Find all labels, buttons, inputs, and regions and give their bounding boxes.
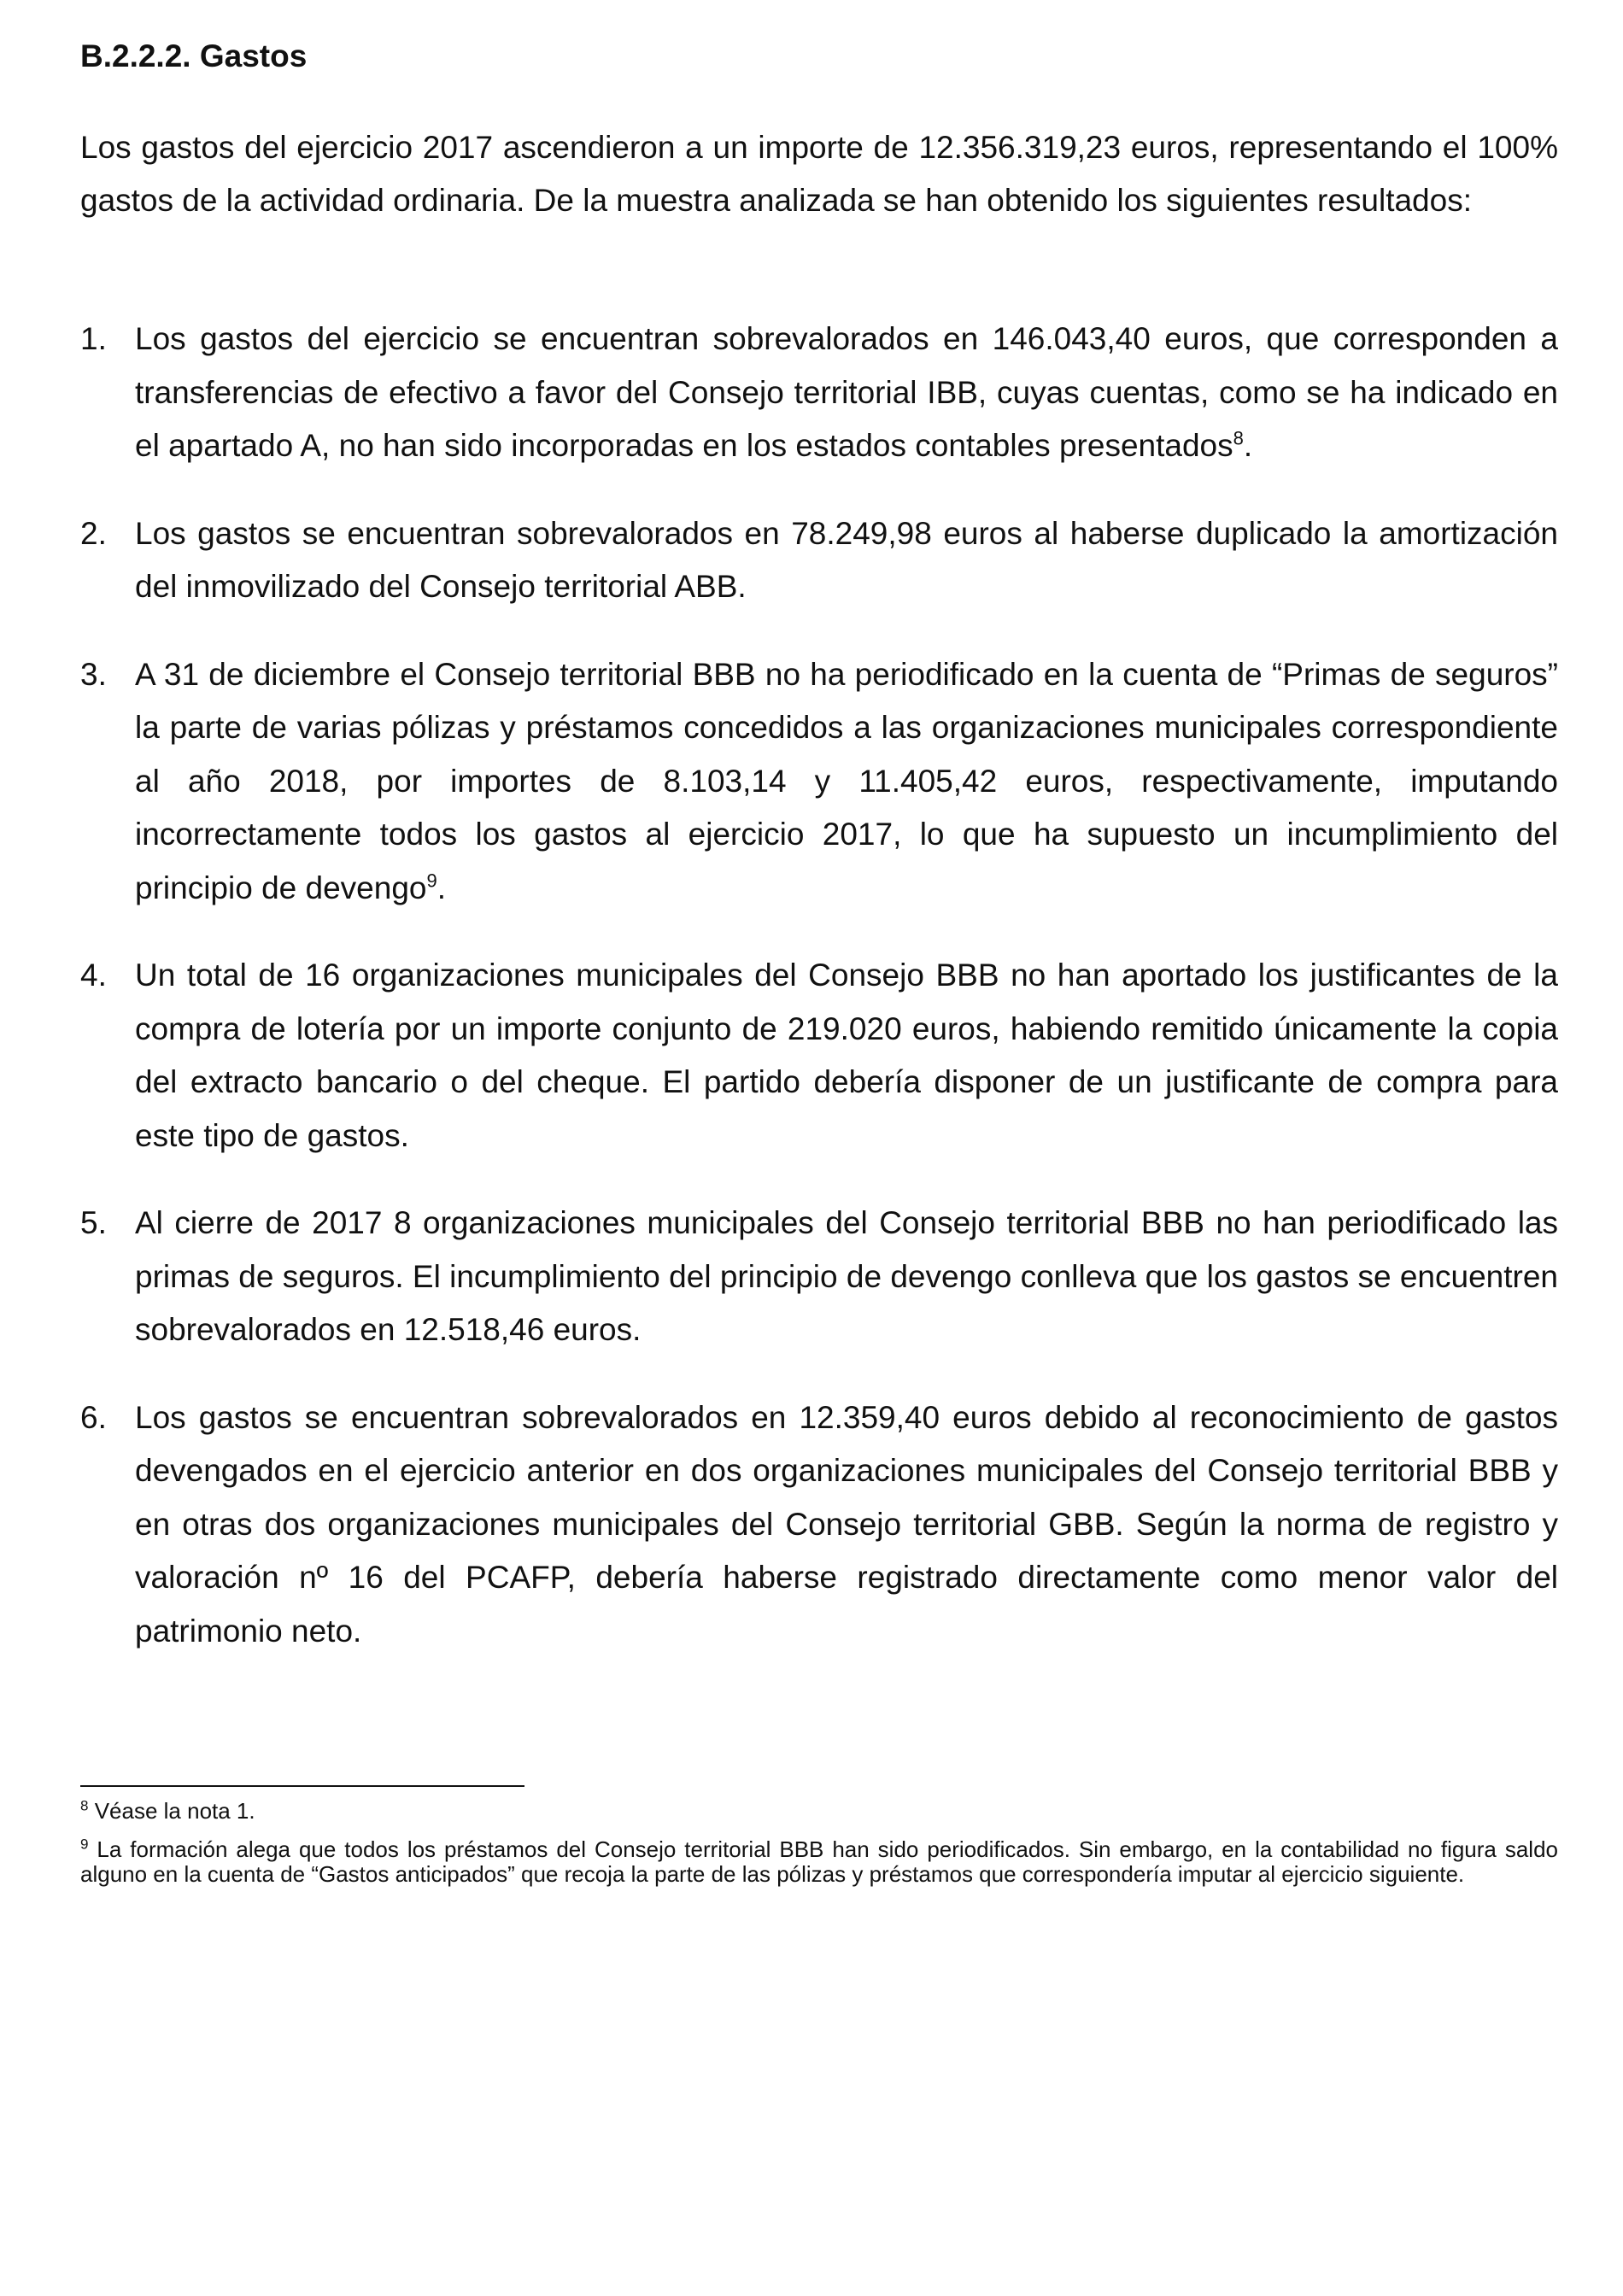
findings-list xyxy=(80,313,1558,1692)
list-item xyxy=(80,648,1558,916)
footnote-separator xyxy=(80,1785,524,1787)
list-item-text: Los gastos se encuentran sobrevalorados en 78.249,98 euros al haberse duplicado la amortización del inmovilizado del Consejo territorial ABB. xyxy=(135,515,1558,604)
list-item-text: Los gastos del ejercicio se encuentran sobrevalorados en 146.043,40 euros, que corresponden a transferencias de efectivo a favor del Consejo territorial IBB, cuyas cuentas, como se ha indicado en el apartado A, no han sido incorporadas en los estados contables presentados xyxy=(135,321,1558,463)
section-heading: B.2.2.2. Gastos xyxy=(80,38,308,73)
footnote-reference: 8 xyxy=(1233,427,1244,449)
list-item-number: 1. xyxy=(80,321,107,356)
footnote-number: 9 xyxy=(80,1836,89,1853)
footnote-reference: 9 xyxy=(426,870,437,892)
footnotes xyxy=(80,1799,1558,1901)
list-item-end: . xyxy=(437,870,447,905)
footnote-text: La formación alega que todos los préstamos del Consejo territorial BBB han sido periodificados. Sin embargo, en la contabilidad no figura saldo alguno en la cuenta de “Gastos anticipados” que recoja la parte de las pólizas y préstamos que correspondería imputar al ejercicio siguiente. xyxy=(80,1836,1558,1887)
list-item xyxy=(80,1197,1558,1357)
footnote-number: 8 xyxy=(80,1797,89,1814)
list-item-number: 6. xyxy=(80,1399,107,1435)
list-item-number: 2. xyxy=(80,515,107,551)
footnote xyxy=(80,1837,1558,1887)
list-item xyxy=(80,507,1558,614)
list-item-text: A 31 de diciembre el Consejo territorial BBB no ha periodificado en la cuenta de “Primas de seguros” la parte de varias pólizas y préstamos concedidos a las organizaciones municipales correspondiente al año 2018, por importes de 8.103,14 y 11.405,42 euros, respectivamente, imputando incorrectamente todos los gastos al ejercicio 2017, lo que ha supuesto un incumplimiento del principio de devengo xyxy=(135,656,1558,905)
list-item-text: Al cierre de 2017 8 organizaciones municipales del Consejo territorial BBB no han periodificado las primas de seguros. El incumplimiento del principio de devengo conlleva que los gastos se encuentren sobrevalorados en 12.518,46 euros. xyxy=(135,1205,1558,1347)
footnote-text: Véase la nota 1. xyxy=(94,1798,255,1824)
list-item xyxy=(80,313,1558,473)
intro-paragraph: Los gastos del ejercicio 2017 ascendieron a un importe de 12.356.319,23 euros, representando el 100% gastos de la actividad ordinaria. De la muestra analizada se han obtenido los siguientes resultados: xyxy=(80,130,1558,218)
list-item-number: 4. xyxy=(80,958,107,993)
list-item-number: 3. xyxy=(80,656,107,692)
list-item-end: . xyxy=(1243,428,1253,463)
list-item xyxy=(80,949,1558,1163)
list-item-text: Un total de 16 organizaciones municipales del Consejo BBB no han aportado los justificantes de la compra de lotería por un importe conjunto de 219.020 euros, habiendo remitido únicamente la copia del extracto bancario o del cheque. El partido debería disponer de un justificante de compra para este tipo de gastos. xyxy=(135,958,1558,1153)
footnote xyxy=(80,1799,1558,1824)
list-item-number: 5. xyxy=(80,1205,107,1240)
list-item xyxy=(80,1391,1558,1659)
list-item-text: Los gastos se encuentran sobrevalorados en 12.359,40 euros debido al reconocimiento de gastos devengados en el ejercicio anterior en dos organizaciones municipales del Consejo territorial BBB y en otras dos organizaciones municipales del Consejo territorial GBB. Según la norma de registro y valoración nº 16 del PCAFP, debería haberse registrado directamente como menor valor del patrimonio neto. xyxy=(135,1399,1558,1649)
